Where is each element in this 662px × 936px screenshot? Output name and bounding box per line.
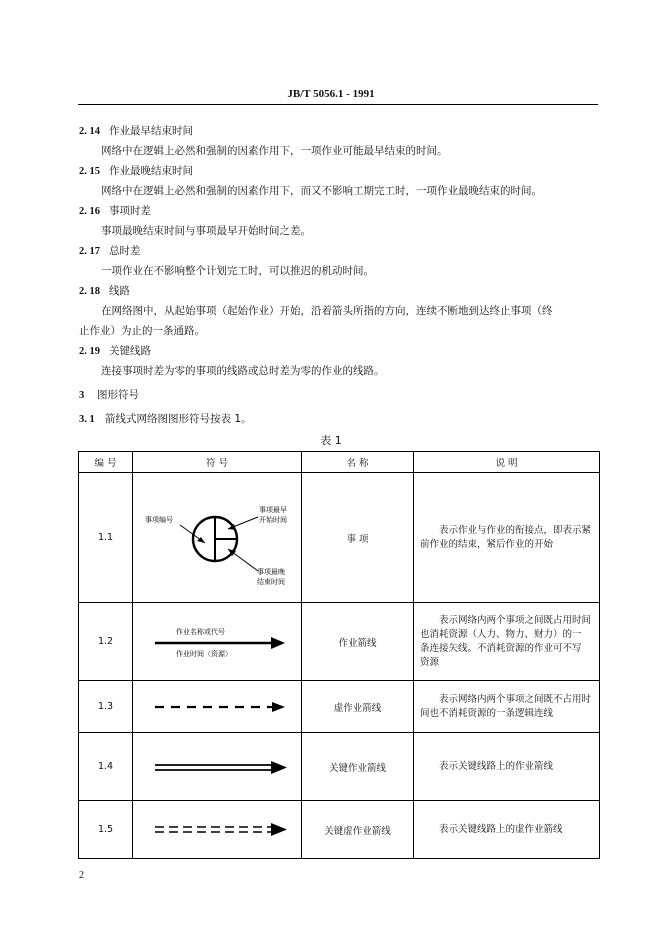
row-description (414, 733, 600, 801)
desc-line: 也消耗资源（人力、物力、财力）的一 (420, 628, 582, 640)
event-number-label: 事项编号 (145, 516, 173, 524)
section-heading (79, 124, 193, 139)
activity-name-label: 作业名称或代号 (176, 627, 225, 636)
header-cell: 符 号 (133, 452, 302, 473)
row-name: 作业箭线 (302, 603, 414, 681)
section-body: 止作业）为止的一条通路。 (79, 325, 205, 337)
table-row (79, 473, 600, 603)
critical-dummy-arrow-cell (133, 801, 302, 859)
section-title: 线路 (109, 285, 130, 297)
latest-finish-label-line2: 结束时间 (257, 578, 285, 586)
desc-line: 资源 (420, 656, 440, 668)
section-heading (79, 244, 141, 259)
section-number: 2. 14 (79, 126, 100, 137)
header-cell: 编 号 (79, 452, 133, 473)
section-number: 2. 16 (79, 206, 100, 217)
section-heading (79, 164, 193, 179)
section-number: 3. 1 (79, 414, 95, 425)
row-description (414, 681, 600, 733)
page-header: JB/T 5056.1 - 1991 (287, 88, 375, 100)
row-description (414, 801, 600, 859)
section-number: 2. 19 (79, 346, 100, 357)
header-cell: 说 明 (414, 452, 600, 473)
event-node-diagram (133, 473, 301, 602)
critical-dummy-arrow-diagram (133, 802, 301, 858)
desc-line: 条连接矢线。不消耗资源的作业可不写 (420, 642, 582, 654)
section-title: 总时差 (109, 245, 141, 257)
desc-line: 前作业的结束，紧后作业的开始 (420, 538, 554, 550)
section-number: 3 (79, 390, 85, 401)
section-body: 一项作业在不影响整个计划完工时，可以推迟的机动时间。 (101, 265, 374, 277)
table-row (79, 603, 600, 681)
section-title: 关键线路 (109, 345, 151, 357)
section-heading (79, 412, 252, 427)
table-caption: 表 1 (320, 434, 342, 447)
symbol-table (78, 451, 600, 859)
desc-line: 表示网络内两个事项之间既不占用时 (439, 693, 592, 705)
activity-time-label: 作业时间（资源） (176, 649, 232, 658)
section-heading (79, 204, 151, 219)
latest-finish-label-line1: 事项最晚 (257, 568, 285, 576)
desc-line: 表示关键线路上的虚作业箭线 (439, 823, 563, 835)
earliest-start-label-line1: 事项最早 (259, 506, 287, 514)
desc-line: 表示关键线路上的作业箭线 (439, 760, 554, 772)
section-heading (79, 284, 130, 299)
table-header-row (79, 452, 600, 473)
section-title: 作业最晚结束时间 (109, 165, 193, 177)
section-number: 2. 17 (79, 246, 100, 257)
row-id: 1.1 (79, 473, 133, 603)
header-cell: 名 称 (302, 452, 414, 473)
table-row (79, 733, 600, 801)
row-id: 1.5 (79, 801, 133, 859)
row-description (414, 473, 600, 603)
activity-arrow-cell (133, 603, 302, 681)
row-id: 1.3 (79, 681, 133, 733)
section-title: 图形符号 (97, 389, 139, 401)
earliest-start-label-line2: 开始时间 (259, 516, 287, 524)
section-title: 作业最早结束时间 (109, 125, 193, 137)
table-row (79, 801, 600, 859)
row-name: 虚作业箭线 (302, 681, 414, 733)
row-name: 关键虚作业箭线 (302, 801, 414, 859)
activity-arrow-diagram (133, 604, 301, 680)
critical-arrow-diagram (133, 734, 301, 800)
section-body: 事项最晚结束时间与事项最早开始时间之差。 (101, 225, 311, 237)
event-symbol-cell (133, 473, 302, 603)
row-description (414, 603, 600, 681)
desc-line: 表示网络内两个事项之间既占用时间 (439, 614, 592, 626)
header-rule (78, 104, 598, 105)
desc-line: 表示作业与作业的衔接点，即表示紧 (439, 524, 592, 536)
row-id: 1.4 (79, 733, 133, 801)
section-body: 网络中在逻辑上必然和强制的因素作用下，而又不影响工期完工时，一项作业最晚结束的时间。 (101, 185, 542, 197)
desc-line: 间也不消耗资源的一条逻辑连线 (420, 707, 554, 719)
section-body: 在网络图中，从起始事项（起始作业）开始，沿着箭头所指的方向，连续不断地到达终止事项（终 (101, 305, 553, 317)
dummy-arrow-diagram (133, 682, 301, 732)
section-text: 箭线式网络图图形符号按表 1。 (105, 413, 252, 425)
section-number: 2. 15 (79, 166, 100, 177)
section-heading (79, 388, 139, 403)
critical-arrow-cell (133, 733, 302, 801)
table-row (79, 681, 600, 733)
row-name: 事 项 (302, 473, 414, 603)
page-number: 2 (79, 870, 84, 881)
section-number: 2. 18 (79, 286, 100, 297)
section-heading (79, 344, 151, 359)
row-id: 1.2 (79, 603, 133, 681)
section-title: 事项时差 (109, 205, 151, 217)
section-body: 连接事项时差为零的事项的线路或总时差为零的作业的线路。 (101, 365, 385, 377)
dummy-arrow-cell (133, 681, 302, 733)
row-name: 关键作业箭线 (302, 733, 414, 801)
section-body: 网络中在逻辑上必然和强制的因素作用下，一项作业可能最早结束的时间。 (101, 145, 448, 157)
